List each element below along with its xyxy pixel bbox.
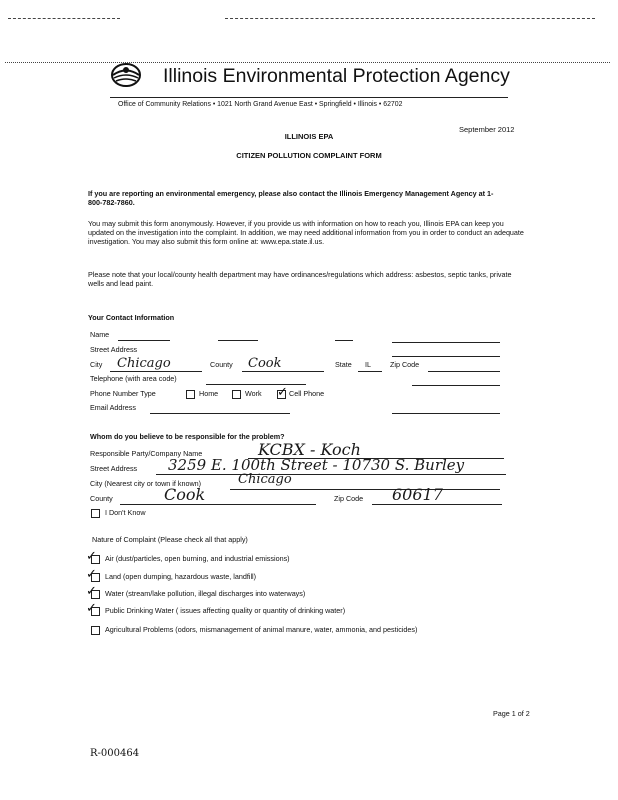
page-number: Page 1 of 2 (493, 709, 530, 718)
state-label: State (335, 360, 352, 369)
county-value[interactable]: Cook (248, 356, 282, 371)
cell-check-mark-icon: ✓ (277, 385, 288, 400)
street-field[interactable] (392, 356, 500, 357)
resp-city-value[interactable]: Chicago (238, 472, 292, 487)
land-label: Land (open dumping, hazardous waste, landfill) (105, 572, 257, 581)
resp-zip-field[interactable] (372, 504, 502, 505)
emergency-notice: If you are reporting an environmental emergency, please also contact the Illinois Emergency Management Agency at 1-800-782-7860. (88, 189, 494, 207)
resp-city-label: City (Nearest city or town if known) (90, 479, 202, 488)
resp-county-label: County (90, 494, 113, 503)
county-label: County (210, 360, 233, 369)
agency-name: Illinois Environmental Protection Agency (163, 65, 510, 87)
scan-artifact-line (225, 18, 595, 19)
name-label: Name (90, 330, 110, 339)
party-value[interactable]: KCBX - Koch (258, 440, 361, 459)
health-dept-notice: Please note that your local/county health department may have ordinances/regulations which address: asbestos, septic tanks, private wells and lead paint. (88, 270, 512, 288)
phone-type-label: Phone Number Type (90, 389, 156, 398)
email-field-2[interactable] (392, 413, 500, 414)
resp-county-value[interactable]: Cook (164, 485, 206, 504)
state-value[interactable]: IL (365, 360, 371, 369)
scan-artifact-line (8, 18, 120, 19)
zip-field[interactable] (428, 371, 500, 372)
name-field-3[interactable] (335, 340, 353, 341)
drinking-water-check-mark-icon: ✓ (86, 601, 97, 616)
resp-street-label: Street Address (90, 464, 138, 473)
work-label: Work (245, 389, 262, 398)
agricultural-checkbox[interactable] (91, 626, 100, 635)
responsible-question: Whom do you believe to be responsible for the problem? (90, 432, 285, 441)
nature-heading: Nature of Complaint (Please check all that apply) (92, 535, 248, 544)
email-field[interactable] (150, 413, 290, 414)
drinking-water-label: Public Drinking Water ( issues affecting quality or quantity of drinking water) (105, 606, 346, 615)
agricultural-label: Agricultural Problems (odors, mismanagement of animal manure, water, ammonia, and pesticides) (105, 625, 418, 634)
land-check-mark-icon: ✓ (86, 567, 97, 582)
name-field-2[interactable] (218, 340, 258, 341)
party-label: Responsible Party/Company Name (90, 449, 203, 458)
resp-county-field[interactable] (120, 504, 316, 505)
bates-number: R-000464 (90, 748, 140, 759)
resp-street-field[interactable] (156, 474, 506, 475)
agency-address: Office of Community Relations • 1021 North Grand Avenue East • Springfield • Illinois • 62702 (118, 101, 403, 108)
anonymous-notice: You may submit this form anonymously. However, if you provide us with information on how to reach you, Illinois EPA can keep you updated on the investigation into the complaint. In addition, we may need additional information from you in order to conduct an adequate investigation. You may also submit this form online at: www.epa.state.il.us. (88, 219, 524, 246)
work-checkbox[interactable] (232, 390, 241, 399)
name-field[interactable] (118, 340, 170, 341)
water-check-mark-icon: ✓ (86, 584, 97, 599)
dont-know-label: I Don't Know (105, 508, 146, 517)
form-title: CITIZEN POLLUTION COMPLAINT FORM (236, 151, 382, 160)
phone-field-2[interactable] (412, 385, 500, 386)
scan-artifact-line (5, 62, 610, 63)
street-label: Street Address (90, 345, 138, 354)
iepa-logo-icon (110, 62, 142, 88)
water-label: Water (stream/lake pollution, illegal discharges into waterways) (105, 589, 306, 598)
county-field[interactable] (242, 371, 324, 372)
resp-zip-value[interactable]: 60617 (392, 485, 443, 504)
contact-heading: Your Contact Information (88, 313, 175, 322)
zip-label: Zip Code (390, 360, 420, 369)
home-label: Home (199, 389, 219, 398)
name-field-4[interactable] (392, 342, 500, 343)
city-field[interactable] (110, 371, 202, 372)
dont-know-checkbox[interactable] (91, 509, 100, 518)
email-label: Email Address (90, 403, 136, 412)
resp-city-field[interactable] (230, 489, 500, 490)
city-label: City (90, 360, 103, 369)
cell-label: Cell Phone (289, 389, 325, 398)
form-date: September 2012 (459, 125, 515, 134)
resp-zip-label: Zip Code (334, 494, 364, 503)
state-field[interactable] (358, 371, 382, 372)
phone-field[interactable] (206, 384, 306, 385)
form-title-agency: ILLINOIS EPA (284, 132, 334, 141)
air-label: Air (dust/particles, open burning, and industrial emissions) (105, 554, 290, 563)
phone-label: Telephone (with area code) (90, 374, 177, 383)
resp-street-value[interactable]: 3259 E. 100th Street - 10730 S. Burley (168, 456, 465, 474)
city-value[interactable]: Chicago (117, 356, 171, 371)
header-rule (110, 97, 508, 98)
air-check-mark-icon: ✓ (86, 549, 97, 564)
iepa-logo (110, 62, 142, 88)
home-checkbox[interactable] (186, 390, 195, 399)
